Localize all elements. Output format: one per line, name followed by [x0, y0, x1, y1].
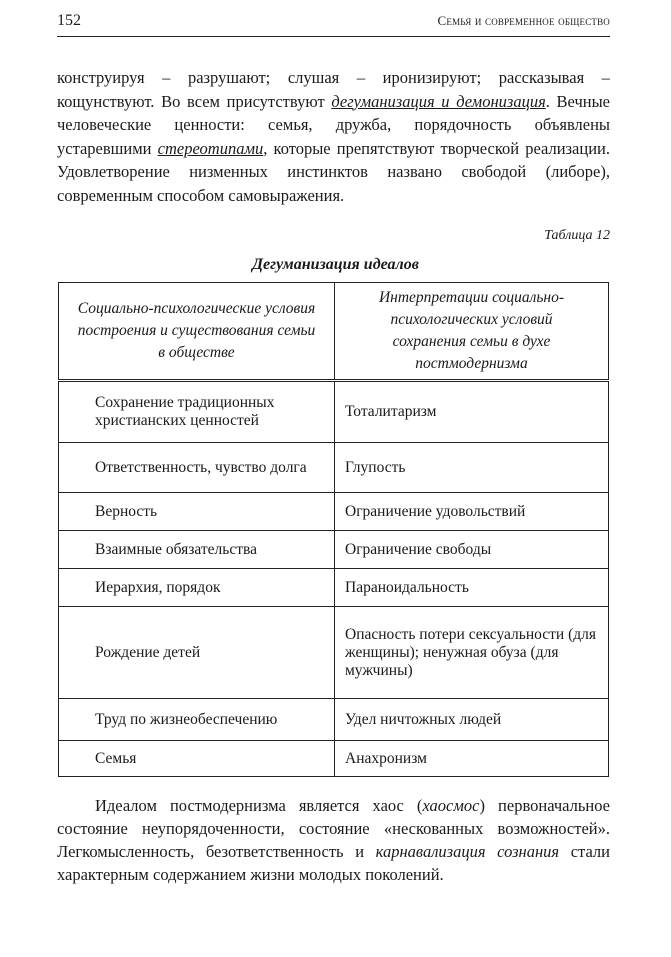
table-header-row	[59, 283, 609, 381]
table-cell: Опасность потери сексуальности (для женщины); ненужная обуза (для мужчины)	[335, 607, 609, 699]
table-row	[59, 569, 609, 607]
table-cell: Сохранение традиционных христианских ценностей	[59, 381, 335, 443]
table-cell: Ответственность, чувство долга	[59, 443, 335, 493]
paragraph-text: . Вечные человеческие ценности: семья, дружба, порядочность объявлены устаревшими	[57, 91, 610, 158]
column-header: Интерпретации социально-психологических условий сохранения семьи в духе постмодернизма	[335, 283, 609, 381]
table-cell: Удел ничтожных людей	[335, 699, 609, 741]
emphasized-term: дегуманизация и демонизация	[331, 91, 546, 111]
emphasized-term: хаосмос	[422, 796, 480, 815]
paragraph-text: конструируя – разрушают; слушая – иронизируют; рассказывая – кощунствуют. Во всем присутствуют	[57, 68, 610, 111]
running-header	[57, 12, 610, 37]
running-title: Семья и современное общество	[437, 13, 610, 28]
table-cell: Тоталитаризм	[335, 381, 609, 443]
table-row	[59, 443, 609, 493]
paragraph-intro	[57, 66, 610, 207]
table-row	[59, 381, 609, 443]
paragraph-text: стали характерным содержанием жизни молодых поколений.	[57, 842, 610, 884]
table-cell: Анахронизм	[335, 741, 609, 777]
emphasized-term: карнавализация сознания	[375, 842, 560, 861]
table-row	[59, 531, 609, 569]
column-header: Социально-психологические условия построения и существования семьи в обществе	[59, 283, 335, 381]
table-cell: Верность	[59, 493, 335, 531]
paragraph-text: , которые препятствуют творческой реализации. Удовлетворение низменных инстинктов названо свободой (либоре), современным способом самовыражения.	[57, 138, 610, 205]
table-cell: Рождение детей	[59, 607, 335, 699]
table-row	[59, 699, 609, 741]
table-row	[59, 493, 609, 531]
paragraph-text: Идеалом постмодернизма является хаос (	[95, 796, 423, 815]
table-cell: Труд по жизнеобеспечению	[59, 699, 335, 741]
table-cell: Ограничение свободы	[335, 531, 609, 569]
paragraph-conclusion	[57, 794, 610, 886]
table-row	[59, 607, 609, 699]
table-cell: Иерархия, порядок	[59, 569, 335, 607]
paragraph-text: ) первоначальное состояние неупорядоченности, состояние «нескованных возможностей». Легкомысленность, безответственность и	[57, 796, 610, 861]
table-cell: Семья	[59, 741, 335, 777]
page-number: 152	[57, 12, 81, 29]
table-number: Таблица 12	[544, 228, 610, 243]
table-cell: Ограничение удовольствий	[335, 493, 609, 531]
table-title: Дегуманизация идеалов	[252, 256, 419, 273]
dehumanization-table	[58, 282, 609, 777]
table-cell: Параноидальность	[335, 569, 609, 607]
emphasized-term: стереотипами	[157, 138, 264, 158]
table-cell: Глупость	[335, 443, 609, 493]
table-row	[59, 741, 609, 777]
table-cell: Взаимные обязательства	[59, 531, 335, 569]
